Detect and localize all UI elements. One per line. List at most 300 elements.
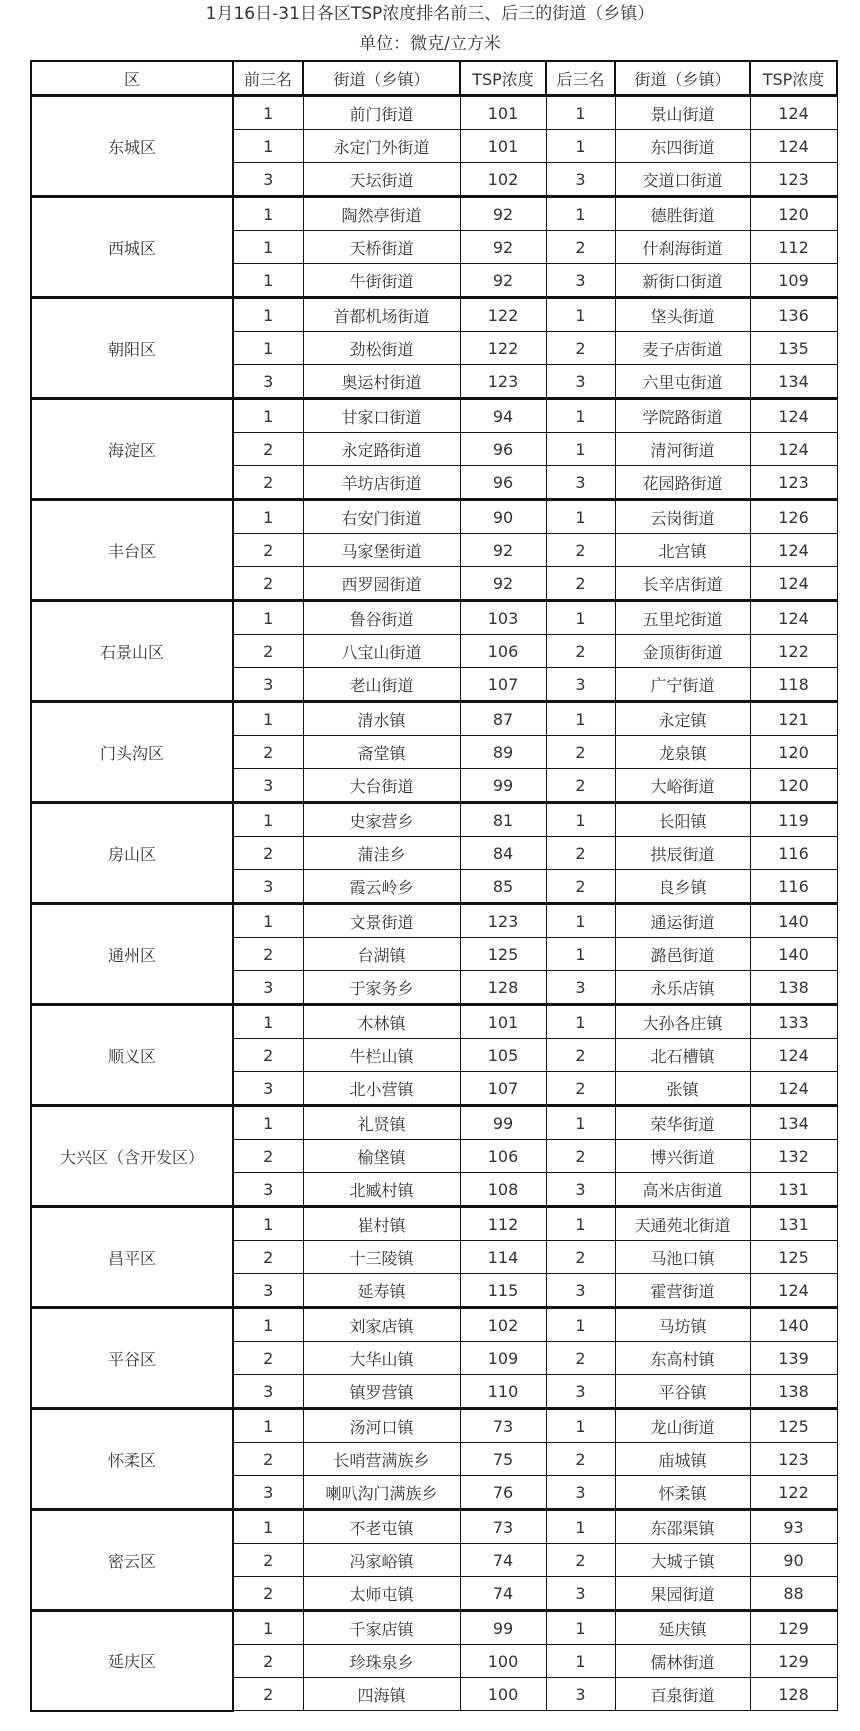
top-tsp-cell: 84 [460,837,546,870]
bottom-rank-cell: 1 [546,803,615,837]
top-tsp-cell: 123 [460,365,546,399]
bottom-street-cell: 拱辰街道 [615,837,750,870]
top-rank-cell: 2 [233,567,303,601]
bottom-rank-cell: 1 [546,433,615,466]
top-rank-cell: 2 [233,1241,303,1274]
table-row [31,399,837,433]
bottom-tsp-cell: 93 [750,1510,837,1544]
top-tsp-cell: 106 [460,1140,546,1173]
table-row [31,601,837,635]
table-row [31,1005,837,1039]
top-street-cell: 大台街道 [303,769,460,803]
top-street-cell: 四海镇 [303,1678,460,1711]
top-street-cell: 牛街街道 [303,264,460,298]
top-tsp-cell: 101 [460,130,546,163]
top-street-cell: 史家营乡 [303,803,460,837]
bottom-tsp-cell: 123 [750,1443,837,1476]
top-rank-cell: 1 [233,1005,303,1039]
bottom-rank-cell: 1 [546,904,615,938]
top-street-cell: 蒲洼乡 [303,837,460,870]
bottom-rank-cell: 1 [546,702,615,736]
bottom-street-cell: 德胜街道 [615,197,750,231]
top-tsp-cell: 101 [460,96,546,130]
bottom-rank-cell: 1 [546,1645,615,1678]
top-tsp-cell: 81 [460,803,546,837]
top-tsp-cell: 101 [460,1005,546,1039]
header-row [31,61,837,96]
header-top-rank: 前三名 [233,61,303,96]
bottom-tsp-cell: 131 [750,1207,837,1241]
top-tsp-cell: 100 [460,1645,546,1678]
bottom-rank-cell: 3 [546,365,615,399]
top-street-cell: 北小营镇 [303,1072,460,1106]
bottom-street-cell: 高米店街道 [615,1173,750,1207]
bottom-tsp-cell: 124 [750,1274,837,1308]
top-rank-cell: 2 [233,1544,303,1577]
bottom-street-cell: 花园路街道 [615,466,750,500]
bottom-rank-cell: 2 [546,635,615,668]
top-tsp-cell: 128 [460,971,546,1005]
top-rank-cell: 3 [233,870,303,904]
top-tsp-cell: 74 [460,1577,546,1611]
top-rank-cell: 3 [233,1072,303,1106]
bottom-rank-cell: 1 [546,1207,615,1241]
bottom-rank-cell: 1 [546,197,615,231]
bottom-street-cell: 延庆镇 [615,1611,750,1645]
top-street-cell: 大华山镇 [303,1342,460,1375]
top-rank-cell: 1 [233,1611,303,1645]
top-rank-cell: 2 [233,1140,303,1173]
top-street-cell: 太师屯镇 [303,1577,460,1611]
top-street-cell: 刘家店镇 [303,1308,460,1342]
bottom-tsp-cell: 138 [750,971,837,1005]
top-tsp-cell: 99 [460,1106,546,1140]
top-street-cell: 十三陵镇 [303,1241,460,1274]
top-rank-cell: 1 [233,601,303,635]
bottom-rank-cell: 3 [546,1476,615,1510]
top-tsp-cell: 107 [460,668,546,702]
top-street-cell: 崔村镇 [303,1207,460,1241]
top-street-cell: 天坛街道 [303,163,460,197]
top-rank-cell: 3 [233,769,303,803]
bottom-tsp-cell: 88 [750,1577,837,1611]
bottom-tsp-cell: 136 [750,298,837,332]
bottom-rank-cell: 3 [546,264,615,298]
district-cell: 门头沟区 [31,702,233,803]
top-rank-cell: 2 [233,1342,303,1375]
top-tsp-cell: 92 [460,534,546,567]
bottom-rank-cell: 2 [546,736,615,769]
bottom-tsp-cell: 116 [750,870,837,904]
bottom-tsp-cell: 139 [750,1342,837,1375]
bottom-rank-cell: 2 [546,1140,615,1173]
district-cell: 石景山区 [31,601,233,702]
table-title: 1月16日-31日各区TSP浓度排名前三、后三的街道（乡镇） [205,4,655,24]
top-rank-cell: 3 [233,163,303,197]
top-rank-cell: 1 [233,130,303,163]
tsp-ranking-table [30,60,838,1712]
district-cell: 东城区 [31,96,233,197]
district-cell: 西城区 [31,197,233,298]
bottom-tsp-cell: 109 [750,264,837,298]
top-rank-cell: 3 [233,1476,303,1510]
table-row [31,1106,837,1140]
top-street-cell: 西罗园街道 [303,567,460,601]
top-street-cell: 老山街道 [303,668,460,702]
top-tsp-cell: 115 [460,1274,546,1308]
bottom-street-cell: 新街口街道 [615,264,750,298]
top-rank-cell: 1 [233,904,303,938]
bottom-street-cell: 果园街道 [615,1577,750,1611]
bottom-street-cell: 垡头街道 [615,298,750,332]
bottom-tsp-cell: 135 [750,332,837,365]
bottom-street-cell: 大孙各庄镇 [615,1005,750,1039]
bottom-street-cell: 云岗街道 [615,500,750,534]
top-rank-cell: 2 [233,635,303,668]
bottom-rank-cell: 3 [546,1274,615,1308]
top-tsp-cell: 76 [460,1476,546,1510]
bottom-street-cell: 龙泉镇 [615,736,750,769]
top-street-cell: 镇罗营镇 [303,1375,460,1409]
district-cell: 密云区 [31,1510,233,1611]
top-rank-cell: 1 [233,1409,303,1443]
top-rank-cell: 3 [233,971,303,1005]
table-row [31,500,837,534]
bottom-rank-cell: 1 [546,1106,615,1140]
bottom-street-cell: 大峪街道 [615,769,750,803]
top-rank-cell: 2 [233,938,303,971]
top-street-cell: 甘家口街道 [303,399,460,433]
top-street-cell: 牛栏山镇 [303,1039,460,1072]
bottom-rank-cell: 2 [546,1443,615,1476]
table-row [31,803,837,837]
top-tsp-cell: 103 [460,601,546,635]
bottom-street-cell: 交道口街道 [615,163,750,197]
top-rank-cell: 2 [233,433,303,466]
bottom-street-cell: 北石槽镇 [615,1039,750,1072]
table-row [31,904,837,938]
top-street-cell: 榆垡镇 [303,1140,460,1173]
top-street-cell: 八宝山街道 [303,635,460,668]
bottom-tsp-cell: 123 [750,163,837,197]
table-row [31,1611,837,1645]
bottom-street-cell: 广宁街道 [615,668,750,702]
bottom-tsp-cell: 133 [750,1005,837,1039]
bottom-rank-cell: 2 [546,332,615,365]
district-cell: 房山区 [31,803,233,904]
header-bottom-street: 街道（乡镇） [615,61,750,96]
bottom-rank-cell: 1 [546,1308,615,1342]
bottom-rank-cell: 2 [546,231,615,264]
bottom-street-cell: 东四街道 [615,130,750,163]
bottom-tsp-cell: 129 [750,1611,837,1645]
bottom-street-cell: 金顶街街道 [615,635,750,668]
top-street-cell: 木林镇 [303,1005,460,1039]
top-rank-cell: 1 [233,96,303,130]
bottom-street-cell: 张镇 [615,1072,750,1106]
bottom-street-cell: 霍营街道 [615,1274,750,1308]
bottom-rank-cell: 2 [546,870,615,904]
top-rank-cell: 2 [233,1039,303,1072]
top-street-cell: 冯家峪镇 [303,1544,460,1577]
bottom-tsp-cell: 116 [750,837,837,870]
bottom-tsp-cell: 124 [750,534,837,567]
table-row [31,298,837,332]
top-rank-cell: 2 [233,1443,303,1476]
top-street-cell: 鲁谷街道 [303,601,460,635]
top-street-cell: 于家务乡 [303,971,460,1005]
bottom-street-cell: 良乡镇 [615,870,750,904]
top-rank-cell: 1 [233,1106,303,1140]
top-tsp-cell: 112 [460,1207,546,1241]
top-street-cell: 奥运村街道 [303,365,460,399]
top-tsp-cell: 96 [460,466,546,500]
top-tsp-cell: 96 [460,433,546,466]
bottom-rank-cell: 3 [546,1678,615,1711]
bottom-tsp-cell: 126 [750,500,837,534]
table-row [31,96,837,130]
bottom-street-cell: 天通苑北街道 [615,1207,750,1241]
top-tsp-cell: 92 [460,567,546,601]
top-street-cell: 马家堡街道 [303,534,460,567]
table-row [31,1207,837,1241]
bottom-rank-cell: 2 [546,1039,615,1072]
header-bottom-tsp: TSP浓度 [750,61,837,96]
bottom-rank-cell: 3 [546,466,615,500]
bottom-street-cell: 大城子镇 [615,1544,750,1577]
bottom-tsp-cell: 119 [750,803,837,837]
top-rank-cell: 1 [233,500,303,534]
bottom-street-cell: 清河街道 [615,433,750,466]
bottom-tsp-cell: 129 [750,1645,837,1678]
bottom-tsp-cell: 122 [750,635,837,668]
top-rank-cell: 1 [233,1308,303,1342]
top-rank-cell: 3 [233,1274,303,1308]
top-rank-cell: 2 [233,837,303,870]
top-tsp-cell: 94 [460,399,546,433]
bottom-street-cell: 北宫镇 [615,534,750,567]
district-cell: 昌平区 [31,1207,233,1308]
bottom-rank-cell: 2 [546,1342,615,1375]
top-street-cell: 永定路街道 [303,433,460,466]
district-cell: 延庆区 [31,1611,233,1711]
bottom-tsp-cell: 124 [750,130,837,163]
bottom-rank-cell: 2 [546,1072,615,1106]
bottom-street-cell: 马坊镇 [615,1308,750,1342]
bottom-rank-cell: 1 [546,601,615,635]
bottom-street-cell: 东高村镇 [615,1342,750,1375]
top-rank-cell: 2 [233,1678,303,1711]
bottom-rank-cell: 1 [546,1409,615,1443]
bottom-rank-cell: 2 [546,1241,615,1274]
top-tsp-cell: 85 [460,870,546,904]
district-cell: 顺义区 [31,1005,233,1106]
bottom-rank-cell: 2 [546,769,615,803]
top-tsp-cell: 125 [460,938,546,971]
top-tsp-cell: 75 [460,1443,546,1476]
bottom-rank-cell: 1 [546,938,615,971]
bottom-rank-cell: 3 [546,1577,615,1611]
bottom-rank-cell: 1 [546,298,615,332]
top-rank-cell: 3 [233,1173,303,1207]
bottom-rank-cell: 3 [546,1375,615,1409]
top-rank-cell: 3 [233,1375,303,1409]
bottom-rank-cell: 3 [546,668,615,702]
bottom-tsp-cell: 124 [750,567,837,601]
top-rank-cell: 1 [233,332,303,365]
bottom-rank-cell: 2 [546,534,615,567]
top-rank-cell: 1 [233,702,303,736]
top-street-cell: 永定门外街道 [303,130,460,163]
header-top-street: 街道（乡镇） [303,61,460,96]
bottom-tsp-cell: 124 [750,1039,837,1072]
bottom-tsp-cell: 118 [750,668,837,702]
top-street-cell: 汤河口镇 [303,1409,460,1443]
top-street-cell: 首都机场街道 [303,298,460,332]
top-tsp-cell: 122 [460,332,546,365]
top-rank-cell: 3 [233,668,303,702]
bottom-tsp-cell: 140 [750,904,837,938]
bottom-tsp-cell: 120 [750,769,837,803]
bottom-tsp-cell: 125 [750,1409,837,1443]
unit-label: 单位：微克/立方米 [359,34,501,54]
bottom-street-cell: 东邵渠镇 [615,1510,750,1544]
top-rank-cell: 1 [233,1510,303,1544]
top-tsp-cell: 92 [460,231,546,264]
top-tsp-cell: 102 [460,1308,546,1342]
top-tsp-cell: 73 [460,1510,546,1544]
bottom-rank-cell: 1 [546,1510,615,1544]
bottom-street-cell: 六里屯街道 [615,365,750,399]
header-top-tsp: TSP浓度 [460,61,546,96]
top-street-cell: 霞云岭乡 [303,870,460,904]
top-street-cell: 文景街道 [303,904,460,938]
bottom-rank-cell: 1 [546,1005,615,1039]
top-street-cell: 羊坊店街道 [303,466,460,500]
bottom-street-cell: 荣华街道 [615,1106,750,1140]
top-street-cell: 陶然亭街道 [303,197,460,231]
bottom-rank-cell: 3 [546,1173,615,1207]
top-rank-cell: 1 [233,231,303,264]
top-street-cell: 斋堂镇 [303,736,460,769]
bottom-street-cell: 通运街道 [615,904,750,938]
bottom-street-cell: 麦子店街道 [615,332,750,365]
top-street-cell: 清水镇 [303,702,460,736]
bottom-rank-cell: 1 [546,399,615,433]
top-rank-cell: 2 [233,1645,303,1678]
top-tsp-cell: 99 [460,769,546,803]
bottom-rank-cell: 3 [546,971,615,1005]
top-street-cell: 不老屯镇 [303,1510,460,1544]
top-street-cell: 延寿镇 [303,1274,460,1308]
table-row [31,197,837,231]
district-cell: 海淀区 [31,399,233,500]
bottom-street-cell: 博兴街道 [615,1140,750,1173]
bottom-rank-cell: 1 [546,130,615,163]
bottom-street-cell: 学院路街道 [615,399,750,433]
header-bottom-rank: 后三名 [546,61,615,96]
bottom-street-cell: 永乐店镇 [615,971,750,1005]
bottom-rank-cell: 1 [546,96,615,130]
top-street-cell: 礼贤镇 [303,1106,460,1140]
header-district: 区 [31,61,233,96]
bottom-street-cell: 长阳镇 [615,803,750,837]
bottom-street-cell: 什刹海街道 [615,231,750,264]
bottom-tsp-cell: 132 [750,1140,837,1173]
top-tsp-cell: 106 [460,635,546,668]
bottom-rank-cell: 1 [546,1611,615,1645]
bottom-street-cell: 儒林街道 [615,1645,750,1678]
district-cell: 丰台区 [31,500,233,601]
bottom-tsp-cell: 124 [750,399,837,433]
bottom-street-cell: 平谷镇 [615,1375,750,1409]
top-street-cell: 珍珠泉乡 [303,1645,460,1678]
bottom-tsp-cell: 90 [750,1544,837,1577]
bottom-rank-cell: 2 [546,567,615,601]
bottom-tsp-cell: 122 [750,1476,837,1510]
bottom-tsp-cell: 134 [750,1106,837,1140]
top-tsp-cell: 92 [460,197,546,231]
bottom-street-cell: 庙城镇 [615,1443,750,1476]
top-tsp-cell: 109 [460,1342,546,1375]
top-tsp-cell: 123 [460,904,546,938]
top-rank-cell: 2 [233,736,303,769]
bottom-street-cell: 龙山街道 [615,1409,750,1443]
bottom-tsp-cell: 128 [750,1678,837,1711]
bottom-street-cell: 五里坨街道 [615,601,750,635]
bottom-street-cell: 马池口镇 [615,1241,750,1274]
top-tsp-cell: 92 [460,264,546,298]
bottom-tsp-cell: 124 [750,96,837,130]
bottom-tsp-cell: 124 [750,1072,837,1106]
bottom-rank-cell: 2 [546,837,615,870]
bottom-street-cell: 潞邑街道 [615,938,750,971]
bottom-rank-cell: 2 [546,1544,615,1577]
top-tsp-cell: 108 [460,1173,546,1207]
bottom-rank-cell: 3 [546,163,615,197]
district-cell: 朝阳区 [31,298,233,399]
top-rank-cell: 2 [233,1577,303,1611]
district-cell: 怀柔区 [31,1409,233,1510]
table-row [31,1409,837,1443]
top-rank-cell: 1 [233,399,303,433]
bottom-street-cell: 景山街道 [615,96,750,130]
top-tsp-cell: 107 [460,1072,546,1106]
bottom-tsp-cell: 140 [750,1308,837,1342]
table-row [31,1510,837,1544]
top-rank-cell: 1 [233,264,303,298]
top-tsp-cell: 74 [460,1544,546,1577]
top-tsp-cell: 122 [460,298,546,332]
district-cell: 通州区 [31,904,233,1005]
top-street-cell: 天桥街道 [303,231,460,264]
top-street-cell: 劲松街道 [303,332,460,365]
bottom-street-cell: 怀柔镇 [615,1476,750,1510]
bottom-tsp-cell: 124 [750,433,837,466]
top-street-cell: 喇叭沟门满族乡 [303,1476,460,1510]
bottom-tsp-cell: 125 [750,1241,837,1274]
bottom-tsp-cell: 140 [750,938,837,971]
top-rank-cell: 2 [233,466,303,500]
top-tsp-cell: 102 [460,163,546,197]
top-tsp-cell: 90 [460,500,546,534]
top-tsp-cell: 87 [460,702,546,736]
top-street-cell: 台湖镇 [303,938,460,971]
top-street-cell: 千家店镇 [303,1611,460,1645]
top-street-cell: 右安门街道 [303,500,460,534]
bottom-tsp-cell: 120 [750,197,837,231]
bottom-tsp-cell: 131 [750,1173,837,1207]
